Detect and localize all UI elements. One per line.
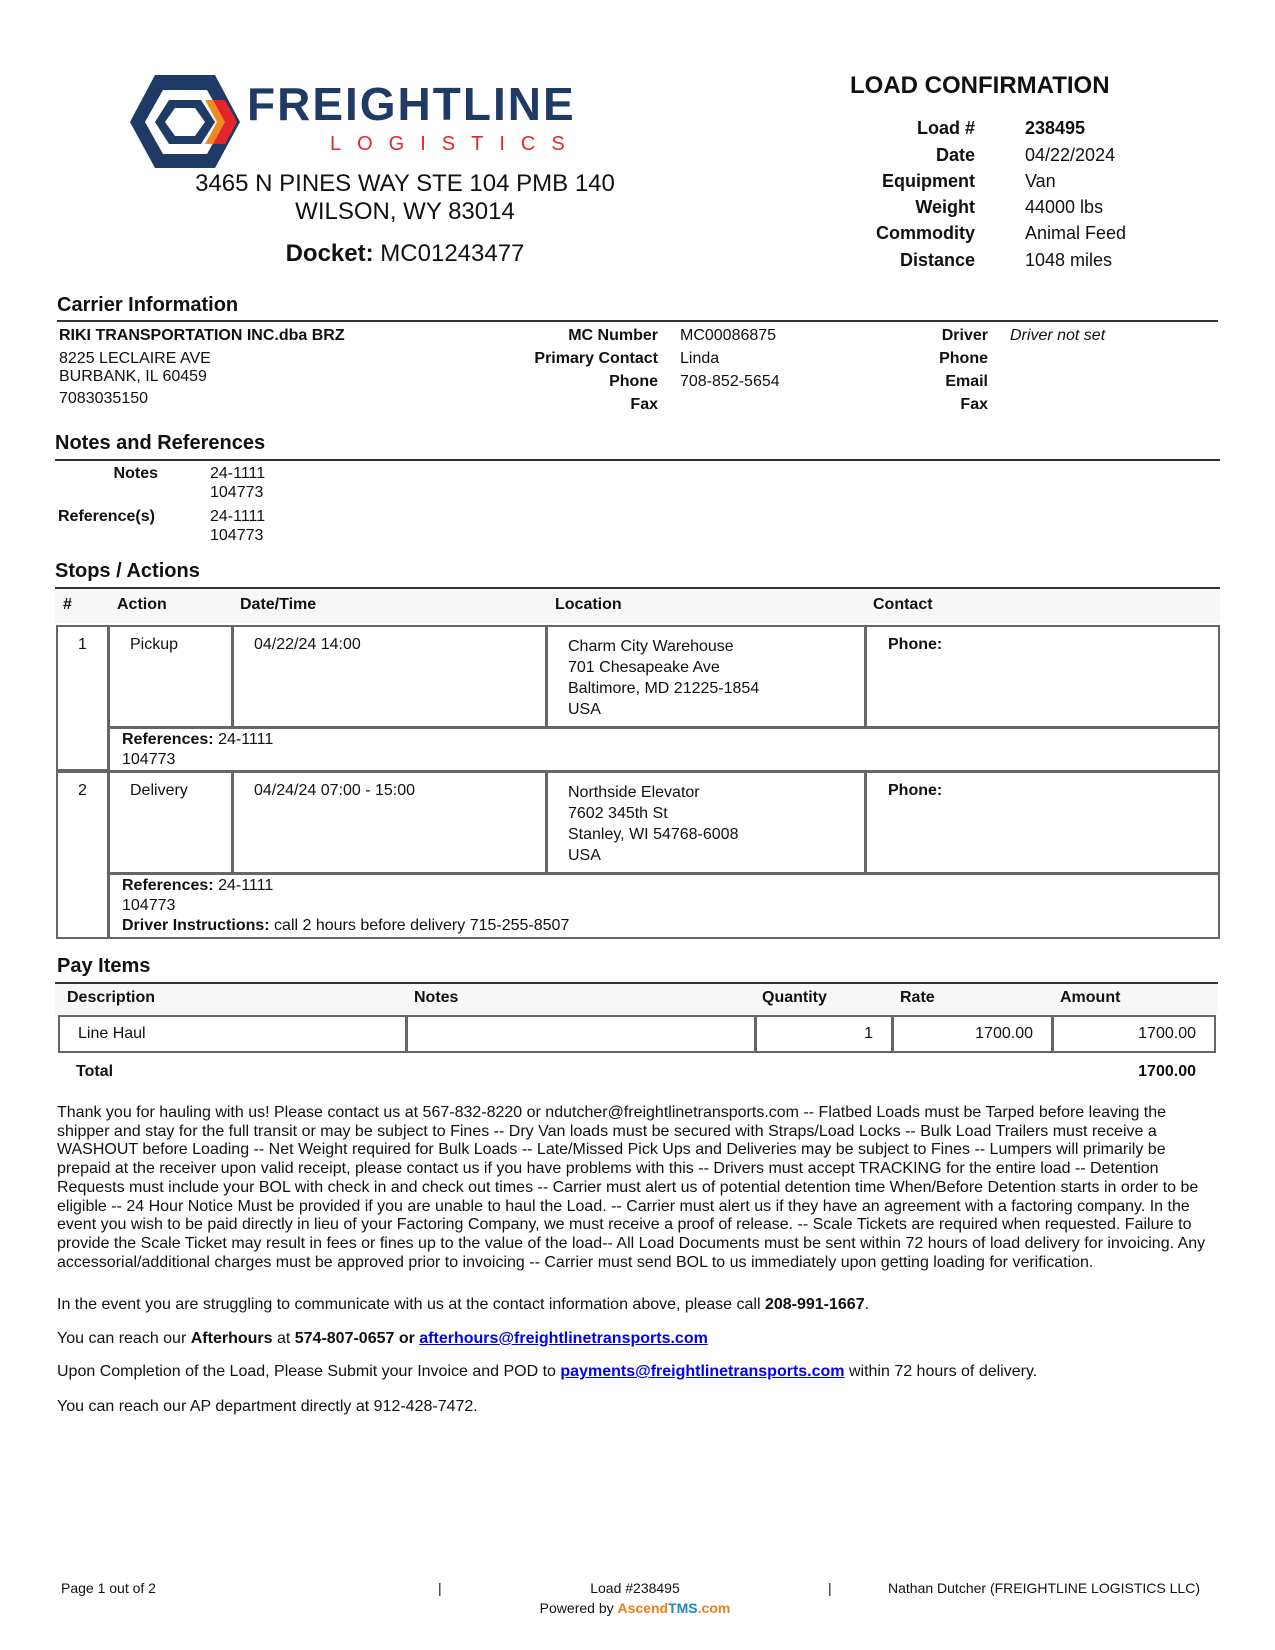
pay-amount: 1700.00 (1138, 1025, 1196, 1042)
stops-header-num: # (63, 596, 72, 613)
terms-paragraph: Thank you for hauling with us! Please contact us at 567-832-8220 or ndutcher@freightlinetransports.com -- Flatbed Loads must be Tarped before leaving the shipper and stay for the full transit or may be subject to Fines -- Dry Van loads must be secured with Straps/Load Locks -- Bulk Load Trailers must receive a WASHOUT before Loading -- Net Weight required for Bulk Loads -- Late/Missed Pick Ups and Deliveries may be subject to Fines -- Lumpers will primarily be prepaid at the receiver upon valid receipt, please contact us if you have problems with this -- Drivers must accept TRACKING for the entire load -- Detention Requests must include your BOL with check in and check out times -- Carrier must alert us of potential detention time When/Before Detention starts in order to be eligible -- 24 Hour Notice Must be provided if you are unable to haul the Load. -- Carrier must alert us if they have an agreement with a factoring company. In the event you wish to be paid directly in lieu of your Factoring Company, we must receive a proof of release. -- Scale Tickets are required when requested. Failure to provide the Scale Ticket may result in fees or fines up to the value of the load-- All Load Documents must be sent within 72 hours of load delivery for invoicing. Any accessorial/additional charges must be approved prior to invoicing -- Carrier must send BOL to us immediately upon getting loading for verification. (57, 1104, 1206, 1271)
primary-contact-value: Linda (680, 350, 720, 367)
stops-header-datetime: Date/Time (240, 596, 317, 613)
stop-2-loc-city: Stanley, WI 54768-6008 (568, 826, 739, 843)
equipment-label: Equipment (882, 171, 975, 191)
stop-2-location (568, 782, 738, 866)
stop-2-instr: call 2 hours before delivery 715-255-8507 (274, 917, 570, 934)
footer-author: Nathan Dutcher (FREIGHTLINE LOGISTICS LLC) (888, 1580, 1200, 1596)
pay-quantity: 1 (864, 1025, 873, 1042)
carrier-phone-label: Phone (609, 373, 658, 390)
stop-1-loc-country: USA (568, 701, 601, 718)
driver-label: Driver (941, 327, 988, 344)
ap-line: You can reach our AP department directly at 912-428-7472. (57, 1398, 478, 1415)
pod-text-end: within 72 hours of delivery. (844, 1363, 1038, 1380)
notes-line1: 24-1111 (210, 465, 266, 482)
stop-1-loc-name: Charm City Warehouse (568, 638, 734, 655)
pay-section-title: Pay Items (57, 955, 151, 977)
pod-text: Upon Completion of the Load, Please Submit your Invoice and POD to (57, 1363, 561, 1380)
struggle-end: . (864, 1296, 870, 1313)
pay-header-notes: Notes (414, 989, 459, 1006)
stop-2-loc-name: Northside Elevator (568, 784, 700, 801)
distance-value: 1048 miles (1025, 250, 1113, 270)
date-value: 04/22/2024 (1025, 145, 1116, 165)
docket (150, 240, 660, 268)
weight-value: 44000 lbs (1025, 197, 1104, 217)
notes-label: Notes (113, 465, 158, 482)
distance-label: Distance (899, 250, 975, 270)
pay-header-amount: Amount (1060, 989, 1121, 1006)
stop-1-datetime: 04/22/24 14:00 (254, 636, 361, 653)
stop-2-references (122, 876, 569, 936)
stop-2-ref-label: References: (122, 877, 214, 894)
stop-1-num: 1 (78, 636, 87, 653)
stop-1-loc-street: 701 Chesapeake Ave (568, 659, 720, 676)
stop-2-phone-label: Phone: (888, 782, 943, 799)
stop-2-ref1: 24-1111 (218, 877, 274, 894)
stop-1-location (568, 636, 759, 720)
load-number-value: 238495 (1025, 118, 1086, 138)
stop-2-loc-country: USA (568, 847, 601, 864)
commodity-label: Commodity (876, 223, 975, 243)
pay-header-rate: Rate (900, 989, 935, 1006)
commodity-value: Animal Feed (1025, 223, 1127, 243)
pay-header-description: Description (67, 989, 156, 1006)
brand-com: .com (697, 1600, 731, 1616)
footer-page: Page 1 out of 2 (61, 1580, 156, 1596)
pay-total-value: 1700.00 (1138, 1063, 1196, 1080)
stop-2-action: Delivery (130, 782, 188, 799)
carrier-name: RIKI TRANSPORTATION INC.dba BRZ (59, 327, 345, 344)
mc-number-value: MC00086875 (680, 327, 777, 344)
carrier-phone: 7083035150 (59, 390, 148, 407)
pay-header-quantity: Quantity (762, 989, 827, 1006)
driver-phone-label: Phone (939, 350, 988, 367)
carrier-section-title: Carrier Information (57, 294, 239, 316)
carrier-divider (57, 320, 1218, 322)
primary-contact-label: Primary Contact (534, 350, 658, 367)
company-logo (125, 70, 685, 180)
stop-1-refs-cell (108, 727, 1220, 772)
pod-line (57, 1363, 1220, 1382)
afterhours-bold: Afterhours (190, 1330, 273, 1347)
afterhours-email-link[interactable]: afterhours@freightlinetransports.com (419, 1330, 708, 1347)
pay-header-bar (55, 984, 1218, 1014)
afterhours-phone: 574-807-0657 or (294, 1330, 420, 1347)
footer-powered-by (500, 1600, 770, 1616)
references-line2: 104773 (210, 527, 264, 544)
equipment-value: Van (1025, 171, 1056, 191)
stop-1-phone-label: Phone: (888, 636, 943, 653)
carrier-fax-label: Fax (630, 396, 658, 413)
docket-label: Docket: (285, 240, 374, 267)
company-address-line2: WILSON, WY 83014 (295, 198, 515, 225)
brand-tms: TMS (668, 1600, 698, 1616)
logo-sub: LOGISTICS (330, 133, 581, 155)
freightline-logo-icon (125, 70, 685, 180)
pay-rate: 1700.00 (975, 1025, 1033, 1042)
pay-total-label: Total (76, 1063, 114, 1080)
driver-fax-label: Fax (960, 396, 988, 413)
references-line1: 24-1111 (210, 508, 266, 525)
driver-email-label: Email (945, 373, 988, 390)
stop-1-action: Pickup (130, 636, 179, 653)
pay-notes-cell (406, 1015, 756, 1053)
footer-separator: | (828, 1580, 832, 1596)
stops-header-location: Location (555, 596, 622, 613)
stops-header-contact: Contact (873, 596, 933, 613)
company-address-line1: 3465 N PINES WAY STE 104 PMB 140 (195, 170, 615, 197)
logo-word: FREIGHTLINE (247, 78, 576, 130)
struggle-line (57, 1296, 1220, 1315)
stop-1-ref1: 24-1111 (218, 731, 274, 748)
carrier-address1: 8225 LECLAIRE AVE (59, 350, 211, 367)
stop-2-instr-label: Driver Instructions: (122, 917, 270, 934)
stop-2-loc-street: 7602 345th St (568, 805, 668, 822)
load-confirmation-title: LOAD CONFIRMATION (850, 72, 1110, 99)
stop-1-loc-city: Baltimore, MD 21225-1854 (568, 680, 760, 697)
notes-section-title: Notes and References (55, 432, 266, 454)
pay-description: Line Haul (78, 1025, 146, 1042)
struggle-text: In the event you are struggling to communicate with us at the contact information above, please call (57, 1296, 765, 1313)
driver-value: Driver not set (1010, 327, 1106, 344)
footer-separator: | (438, 1580, 442, 1596)
afterhours-at: at (272, 1330, 295, 1347)
stop-2-datetime: 04/24/24 07:00 - 15:00 (254, 782, 416, 799)
stop-1-ref-label: References: (122, 731, 214, 748)
mc-number-label: MC Number (568, 327, 658, 344)
afterhours-line (57, 1330, 1220, 1349)
docket-value: MC01243477 (380, 240, 525, 267)
carrier-phone-value: 708-852-5654 (680, 373, 780, 390)
payments-email-link[interactable]: payments@freightlinetransports.com (560, 1363, 845, 1380)
stop-2-ref2: 104773 (122, 897, 176, 914)
carrier-address2: BURBANK, IL 60459 (59, 368, 207, 385)
stop-1-references (122, 730, 273, 770)
footer-load: Load #238495 (590, 1580, 680, 1596)
afterhours-text: You can reach our (57, 1330, 191, 1347)
stops-section-title: Stops / Actions (55, 560, 200, 582)
stops-header-action: Action (117, 596, 167, 613)
date-label: Date (935, 145, 975, 165)
brand-ascend: Ascend (617, 1600, 669, 1616)
notes-divider (55, 459, 1220, 461)
stop-2-num: 2 (78, 782, 87, 799)
powered-by-text: Powered by (539, 1600, 618, 1616)
notes-line2: 104773 (210, 484, 264, 501)
stop-1-ref2: 104773 (122, 751, 176, 768)
stops-header-bar (55, 589, 1220, 623)
load-number-label: Load # (916, 118, 975, 138)
struggle-phone: 208-991-1667 (764, 1296, 865, 1313)
weight-label: Weight (915, 197, 975, 217)
references-label: Reference(s) (58, 508, 155, 525)
